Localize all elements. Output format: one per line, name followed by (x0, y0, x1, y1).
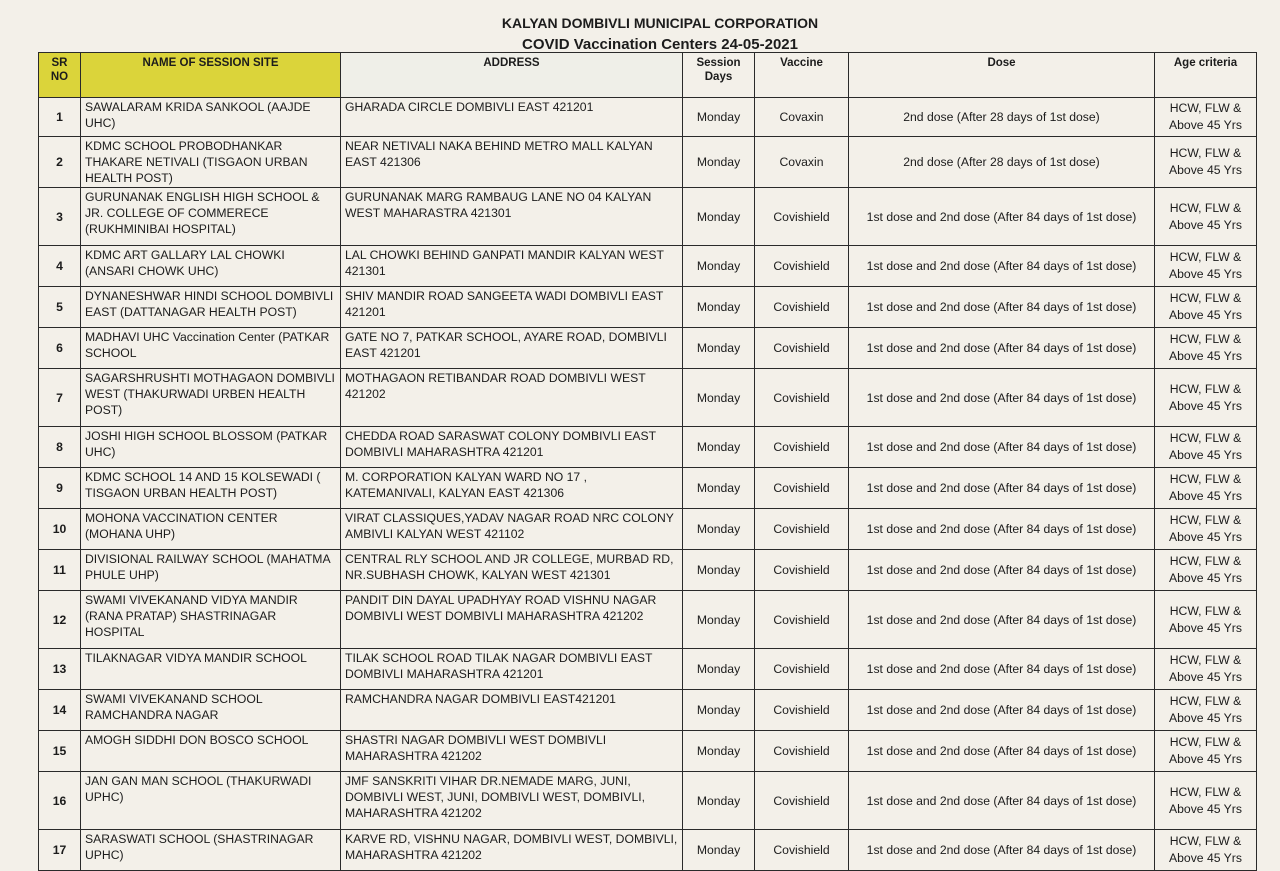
cell-session-day: Monday (683, 246, 755, 287)
cell-address: KARVE RD, VISHNU NAGAR, DOMBIVLI WEST, DOMBIVLI, MAHARASHTRA 421202 (341, 830, 683, 871)
cell-vaccine: Covishield (755, 550, 849, 591)
cell-dose: 2nd dose (After 28 days of 1st dose) (849, 98, 1155, 137)
cell-session-site: MOHONA VACCINATION CENTER (MOHANA UHP) (81, 509, 341, 550)
header-vaccine: Vaccine (755, 53, 849, 98)
cell-dose: 1st dose and 2nd dose (After 84 days of 1st dose) (849, 468, 1155, 509)
cell-session-day: Monday (683, 550, 755, 591)
cell-dose: 2nd dose (After 28 days of 1st dose) (849, 137, 1155, 188)
cell-dose: 1st dose and 2nd dose (After 84 days of 1st dose) (849, 246, 1155, 287)
cell-vaccine: Covaxin (755, 98, 849, 137)
cell-age-criteria: HCW, FLW & Above 45 Yrs (1155, 731, 1257, 772)
cell-address: PANDIT DIN DAYAL UPADHYAY ROAD VISHNU NAGAR DOMBIVLI WEST DOMBIVLI MAHARASHTRA 421202 (341, 591, 683, 649)
cell-age-criteria: HCW, FLW & Above 45 Yrs (1155, 772, 1257, 830)
document-title: KALYAN DOMBIVLI MUNICIPAL CORPORATION (501, 15, 819, 31)
cell-vaccine: Covaxin (755, 137, 849, 188)
cell-sr-no: 12 (39, 591, 81, 649)
cell-vaccine: Covishield (755, 328, 849, 369)
cell-age-criteria: HCW, FLW & Above 45 Yrs (1155, 830, 1257, 871)
cell-dose: 1st dose and 2nd dose (After 84 days of 1st dose) (849, 427, 1155, 468)
cell-address: GURUNANAK MARG RAMBAUG LANE NO 04 KALYAN WEST MAHARASTRA 421301 (341, 188, 683, 246)
cell-sr-no: 4 (39, 246, 81, 287)
cell-dose: 1st dose and 2nd dose (After 84 days of 1st dose) (849, 550, 1155, 591)
header-dose: Dose (849, 53, 1155, 98)
cell-session-day: Monday (683, 369, 755, 427)
table-row (39, 731, 1257, 772)
table-row (39, 427, 1257, 468)
cell-session-day: Monday (683, 649, 755, 690)
table-row (39, 509, 1257, 550)
cell-sr-no: 13 (39, 649, 81, 690)
cell-address: SHIV MANDIR ROAD SANGEETA WADI DOMBIVLI EAST 421201 (341, 287, 683, 328)
cell-age-criteria: HCW, FLW & Above 45 Yrs (1155, 369, 1257, 427)
cell-dose: 1st dose and 2nd dose (After 84 days of 1st dose) (849, 509, 1155, 550)
cell-vaccine: Covishield (755, 369, 849, 427)
cell-age-criteria: HCW, FLW & Above 45 Yrs (1155, 468, 1257, 509)
cell-vaccine: Covishield (755, 427, 849, 468)
cell-dose: 1st dose and 2nd dose (After 84 days of 1st dose) (849, 328, 1155, 369)
cell-vaccine: Covishield (755, 591, 849, 649)
header-sr-no: SR NO (39, 53, 81, 98)
table-row (39, 246, 1257, 287)
cell-session-day: Monday (683, 427, 755, 468)
cell-session-day: Monday (683, 509, 755, 550)
cell-session-site: TILAKNAGAR VIDYA MANDIR SCHOOL (81, 649, 341, 690)
cell-age-criteria: HCW, FLW & Above 45 Yrs (1155, 550, 1257, 591)
cell-dose: 1st dose and 2nd dose (After 84 days of 1st dose) (849, 188, 1155, 246)
cell-session-day: Monday (683, 731, 755, 772)
cell-address: CHEDDA ROAD SARASWAT COLONY DOMBIVLI EAST DOMBIVLI MAHARASHTRA 421201 (341, 427, 683, 468)
cell-age-criteria: HCW, FLW & Above 45 Yrs (1155, 509, 1257, 550)
cell-address: LAL CHOWKI BEHIND GANPATI MANDIR KALYAN WEST 421301 (341, 246, 683, 287)
cell-dose: 1st dose and 2nd dose (After 84 days of 1st dose) (849, 369, 1155, 427)
cell-session-site: SARASWATI SCHOOL (SHASTRINAGAR UPHC) (81, 830, 341, 871)
cell-address: SHASTRI NAGAR DOMBIVLI WEST DOMBIVLI MAHARASHTRA 421202 (341, 731, 683, 772)
table-row (39, 649, 1257, 690)
cell-sr-no: 8 (39, 427, 81, 468)
cell-age-criteria: HCW, FLW & Above 45 Yrs (1155, 246, 1257, 287)
cell-age-criteria: HCW, FLW & Above 45 Yrs (1155, 690, 1257, 731)
cell-session-day: Monday (683, 137, 755, 188)
cell-session-day: Monday (683, 188, 755, 246)
header-session-days: Session Days (683, 53, 755, 98)
header-address: ADDRESS (341, 53, 683, 98)
cell-age-criteria: HCW, FLW & Above 45 Yrs (1155, 137, 1257, 188)
table-row (39, 550, 1257, 591)
cell-sr-no: 15 (39, 731, 81, 772)
cell-address: VIRAT CLASSIQUES,YADAV NAGAR ROAD NRC COLONY AMBIVLI KALYAN WEST 421102 (341, 509, 683, 550)
cell-sr-no: 5 (39, 287, 81, 328)
cell-vaccine: Covishield (755, 468, 849, 509)
cell-address: RAMCHANDRA NAGAR DOMBIVLI EAST421201 (341, 690, 683, 731)
cell-age-criteria: HCW, FLW & Above 45 Yrs (1155, 427, 1257, 468)
cell-session-site: KDMC SCHOOL PROBODHANKAR THAKARE NETIVALI (TISGAON URBAN HEALTH POST) (81, 137, 341, 188)
cell-address: JMF SANSKRITI VIHAR DR.NEMADE MARG, JUNI, DOMBIVLI WEST, JUNI, DOMBIVLI WEST, DOMBIVLI, MAHARASHTRA 421202 (341, 772, 683, 830)
cell-session-day: Monday (683, 591, 755, 649)
cell-session-day: Monday (683, 328, 755, 369)
table-row (39, 188, 1257, 246)
cell-session-site: DYNANESHWAR HINDI SCHOOL DOMBIVLI EAST (DATTANAGAR HEALTH POST) (81, 287, 341, 328)
cell-session-day: Monday (683, 690, 755, 731)
cell-session-site: AMOGH SIDDHI DON BOSCO SCHOOL (81, 731, 341, 772)
cell-session-site: SAWALARAM KRIDA SANKOOL (AAJDE UHC) (81, 98, 341, 137)
cell-age-criteria: HCW, FLW & Above 45 Yrs (1155, 328, 1257, 369)
document-subtitle: COVID Vaccination Centers 24-05-2021 (522, 36, 798, 53)
cell-session-site: KDMC ART GALLARY LAL CHOWKI (ANSARI CHOWK UHC) (81, 246, 341, 287)
table-row (39, 137, 1257, 188)
cell-session-site: SAGARSHRUSHTI MOTHAGAON DOMBIVLI WEST (THAKURWADI URBEN HEALTH POST) (81, 369, 341, 427)
table-row (39, 772, 1257, 830)
cell-vaccine: Covishield (755, 287, 849, 328)
cell-sr-no: 11 (39, 550, 81, 591)
cell-session-day: Monday (683, 98, 755, 137)
cell-sr-no: 3 (39, 188, 81, 246)
cell-vaccine: Covishield (755, 188, 849, 246)
cell-session-site: DIVISIONAL RAILWAY SCHOOL (MAHATMA PHULE UHP) (81, 550, 341, 591)
cell-dose: 1st dose and 2nd dose (After 84 days of 1st dose) (849, 731, 1155, 772)
cell-sr-no: 2 (39, 137, 81, 188)
cell-sr-no: 6 (39, 328, 81, 369)
table-header-row (39, 53, 1257, 98)
cell-age-criteria: HCW, FLW & Above 45 Yrs (1155, 287, 1257, 328)
table-row (39, 287, 1257, 328)
table-row (39, 369, 1257, 427)
cell-sr-no: 7 (39, 369, 81, 427)
cell-age-criteria: HCW, FLW & Above 45 Yrs (1155, 649, 1257, 690)
cell-dose: 1st dose and 2nd dose (After 84 days of 1st dose) (849, 772, 1155, 830)
header-session-site: NAME OF SESSION SITE (81, 53, 341, 98)
cell-sr-no: 16 (39, 772, 81, 830)
cell-dose: 1st dose and 2nd dose (After 84 days of 1st dose) (849, 649, 1155, 690)
cell-vaccine: Covishield (755, 830, 849, 871)
table-row (39, 690, 1257, 731)
cell-address: GATE NO 7, PATKAR SCHOOL, AYARE ROAD, DOMBIVLI EAST 421201 (341, 328, 683, 369)
cell-sr-no: 9 (39, 468, 81, 509)
cell-dose: 1st dose and 2nd dose (After 84 days of 1st dose) (849, 690, 1155, 731)
cell-dose: 1st dose and 2nd dose (After 84 days of 1st dose) (849, 287, 1155, 328)
cell-session-site: JOSHI HIGH SCHOOL BLOSSOM (PATKAR UHC) (81, 427, 341, 468)
cell-session-day: Monday (683, 772, 755, 830)
cell-vaccine: Covishield (755, 731, 849, 772)
cell-session-day: Monday (683, 287, 755, 328)
cell-sr-no: 14 (39, 690, 81, 731)
vaccination-centers-table (38, 52, 1257, 871)
cell-address: TILAK SCHOOL ROAD TILAK NAGAR DOMBIVLI EAST DOMBIVLI MAHARASHTRA 421201 (341, 649, 683, 690)
cell-vaccine: Covishield (755, 509, 849, 550)
cell-vaccine: Covishield (755, 246, 849, 287)
cell-address: M. CORPORATION KALYAN WARD NO 17 , KATEMANIVALI, KALYAN EAST 421306 (341, 468, 683, 509)
cell-session-day: Monday (683, 830, 755, 871)
table-row (39, 591, 1257, 649)
cell-address: CENTRAL RLY SCHOOL AND JR COLLEGE, MURBAD RD, NR.SUBHASH CHOWK, KALYAN WEST 421301 (341, 550, 683, 591)
cell-sr-no: 17 (39, 830, 81, 871)
cell-session-day: Monday (683, 468, 755, 509)
cell-address: MOTHAGAON RETIBANDAR ROAD DOMBIVLI WEST 421202 (341, 369, 683, 427)
cell-vaccine: Covishield (755, 690, 849, 731)
cell-session-site: GURUNANAK ENGLISH HIGH SCHOOL & JR. COLLEGE OF COMMERECE (RUKHMINIBAI HOSPITAL) (81, 188, 341, 246)
document-header (0, 12, 1280, 56)
cell-session-site: JAN GAN MAN SCHOOL (THAKURWADI UPHC) (81, 772, 341, 830)
table-row (39, 328, 1257, 369)
cell-age-criteria: HCW, FLW & Above 45 Yrs (1155, 591, 1257, 649)
cell-session-site: SWAMI VIVEKANAND SCHOOL RAMCHANDRA NAGAR (81, 690, 341, 731)
cell-address: NEAR NETIVALI NAKA BEHIND METRO MALL KALYAN EAST 421306 (341, 137, 683, 188)
cell-address: GHARADA CIRCLE DOMBIVLI EAST 421201 (341, 98, 683, 137)
header-age-criteria: Age criteria (1155, 53, 1257, 98)
cell-session-site: KDMC SCHOOL 14 AND 15 KOLSEWADI ( TISGAON URBAN HEALTH POST) (81, 468, 341, 509)
cell-sr-no: 1 (39, 98, 81, 137)
cell-vaccine: Covishield (755, 772, 849, 830)
cell-session-site: MADHAVI UHC Vaccination Center (PATKAR SCHOOL (81, 328, 341, 369)
table-row (39, 830, 1257, 871)
table-row (39, 468, 1257, 509)
table-row (39, 98, 1257, 137)
cell-age-criteria: HCW, FLW & Above 45 Yrs (1155, 98, 1257, 137)
cell-sr-no: 10 (39, 509, 81, 550)
cell-vaccine: Covishield (755, 649, 849, 690)
cell-dose: 1st dose and 2nd dose (After 84 days of 1st dose) (849, 830, 1155, 871)
cell-session-site: SWAMI VIVEKANAND VIDYA MANDIR (RANA PRATAP) SHASTRINAGAR HOSPITAL (81, 591, 341, 649)
cell-age-criteria: HCW, FLW & Above 45 Yrs (1155, 188, 1257, 246)
cell-dose: 1st dose and 2nd dose (After 84 days of 1st dose) (849, 591, 1155, 649)
